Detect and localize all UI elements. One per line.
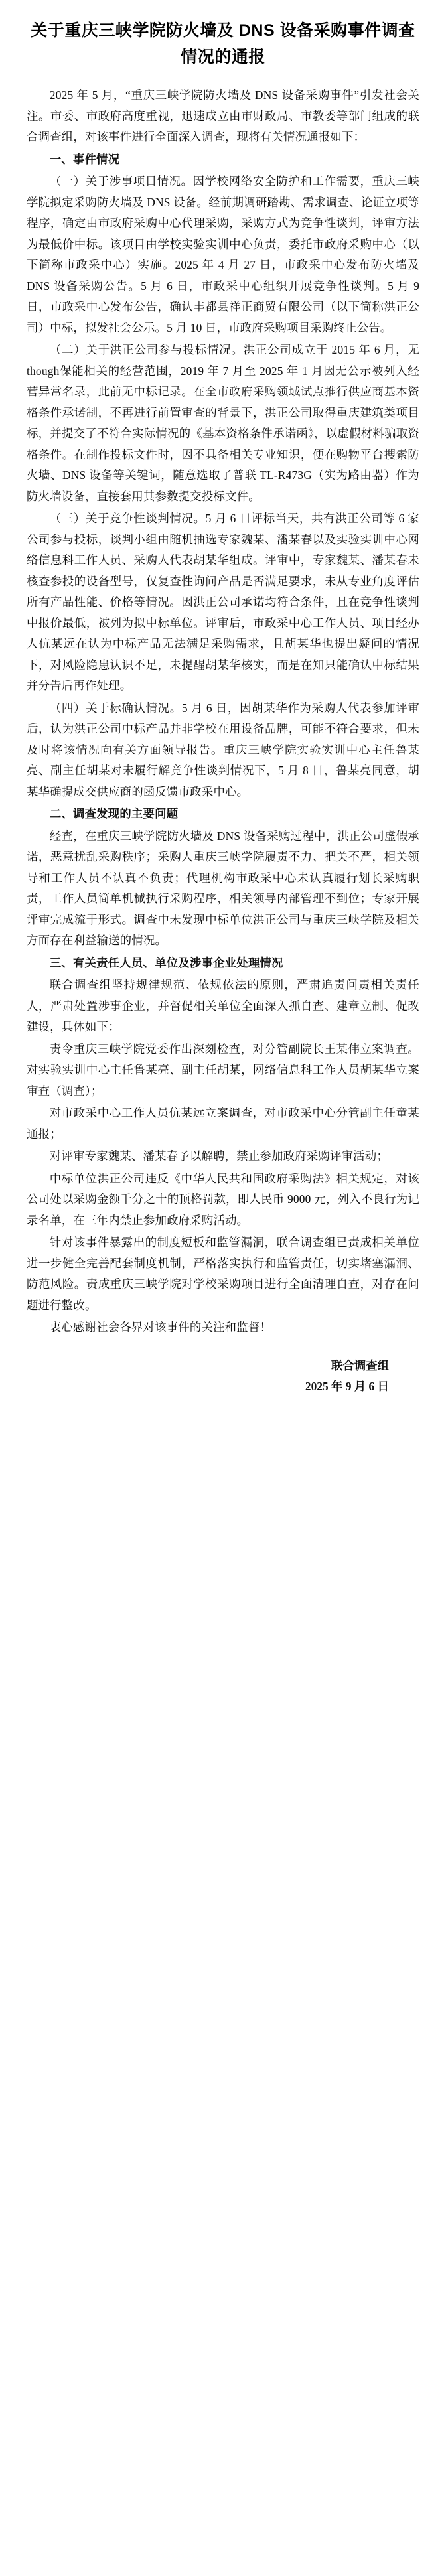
- paragraph-s1-p3: （三）关于竞争性谈判情况。5 月 6 日评标当天，共有洪正公司等 6 家公司参与投标，谈判小组由随机抽选专家魏某、潘某春以及实验实训中心网络信息科工作人员、采购人代表胡某华组成。评审中，专家魏某、潘某春未核查参投的设备型号，仅复查性询问产品是否满足要求，未从专业角度评估所有产品性能、价格等情况。因洪正公司承诺均符合条件，且在竞争性谈判中报价最低，被列为拟中标单位。评审后，市政采中心工作人员、项目经办人伉某远在认为中标产品无法满足采购需求，且胡某华也提出疑问的情况下，对风险隐患认识不足，未提醒胡某华核实，而是在知只能确认中标结果并分告后再作处理。: [27, 512, 419, 692]
- paragraph-s1-p2: （二）关于洪正公司参与投标情况。洪正公司成立于 2015 年 6 月，无though保能相关的经营范围，2019 年 7 月至 2025 年 1 月因无公示被列入经营异常名录，此前无中标记录。在全市政府采购领域试点推行供应商基本资格条件承诺制，不再进行前置审查的背景下，洪正公司取得重庆建筑类项目标，并提交了不符合实际情况的《基本资格条件承诺函》，以虚假材料骗取资格条件。在制作投标文件时，因不具备相关专业知识，便在购物平台搜索防火墙、DNS 设备等关键词，随意选取了普联 TL-R473G（实为路由器）作为防火墙设备，直接套用其参数提交投标文件。: [27, 343, 419, 503]
- paragraph-closing: 衷心感谢社会各界对该事件的关注和监督！: [49, 1321, 272, 1334]
- signature-organization: 联合调查组: [331, 1358, 389, 1372]
- paragraph-intro: 2025 年 5 月，“重庆三峡学院防火墙及 DNS 设备采购事件”引发社会关注。市委、市政府高度重视，迅速成立由市财政局、市教委等部门组成的联合调查组，对该事件进行全面深入调查，现将有关情况通报如下：: [27, 88, 419, 143]
- paragraph-s3-p5: 中标单位洪正公司违反《中华人民共和国政府采购法》相关规定，对该公司处以采购金额千分之十的顶格罚款，即人民币 9000 元，列入不良行为记录名单，在三年内禁止参加政府采购活动。: [27, 1171, 419, 1227]
- paragraph-s3-p2: 责令重庆三峡学院党委作出深刻检查，对分管副院长王某伟立案调查。对实验实训中心主任鲁某亮、副主任胡某，网络信息科工作人员胡某华立案审查（调查）；: [27, 1042, 419, 1098]
- paragraph-s3-p4: 对评审专家魏某、潘某春予以解聘，禁止参加政府采购评审活动；: [49, 1149, 388, 1163]
- paragraph-section-3-heading: 三、有关责任人员、单位及涉事企业处理情况: [49, 956, 283, 969]
- paragraph-s3-p3: 对市政采中心工作人员伉某远立案调查，对市政采中心分管副主任童某通报；: [27, 1106, 419, 1141]
- document-body: [27, 85, 419, 1338]
- paragraph-s2-p1: 经查，在重庆三峡学院防火墙及 DNS 设备采购过程中，洪正公司虚假承诺，恶意扰乱采购秩序；采购人重庆三峡学院履责不力、把关不严，相关领导和工作人员不认真不负责；代理机构市政采中心未认真履行划长采购职责，工作人员简单机械执行采购程序，相关领导内部管理不到位；专家开展评审完成流于形式。调查中未发现中标单位洪正公司与重庆三峡学院及相关方面存在利益输送的情况。: [27, 829, 419, 947]
- paragraph-s3-p1: 联合调查组坚持规律规范、依规依法的原则，严肃追责问责相关责任人，严肃处置涉事企业，并督促相关单位全面深入抓自查、建章立制、促改建设，具体如下：: [27, 978, 419, 1033]
- paragraph-s1-p1: （一）关于涉事项目情况。因学校网络安全防护和工作需要，重庆三峡学院拟定采购防火墙及 DNS 设备。经前期调研踏勘、需求调查、论证立项等程序，确定由市政府采购中心代理采购，采购方式为竞争性谈判，评审方法为最低价中标。该项目由学校实验实训中心负责，委托市政府采购中心（以下简称市政采中心）实施。2025 年 4 月 27 日，市政采中心发布防火墙及 DNS 设备采购公告。5 月 6 日，市政采中心组织开展竞争性谈判。5 月 9 日，市政采中心发布公告，确认丰都县祥正商贸有限公司（以下简称洪正公司）中标，拟发社会公示。5 月 10 日，市政府采购项目采购终止公告。: [27, 175, 419, 334]
- page-title: 关于重庆三峡学院防火墙及 DNS 设备采购事件调查情况的通报: [31, 21, 415, 66]
- paragraph-s3-p6: 针对该事件暴露出的制度短板和监管漏洞，联合调查组已责成相关单位进一步健全完善配套制度机制，严格落实执行和监管责任，切实堵塞漏洞、防范风险。责成重庆三峡学院对学校采购项目进行全面清理自查，对存在问题进行整改。: [27, 1236, 419, 1312]
- signature-block: [27, 1356, 419, 1397]
- paragraph-section-1-heading: 一、事件情况: [49, 152, 120, 166]
- paragraph-s1-p4: （四）关于标确认情况。5 月 6 日，因胡某华作为采购人代表参加评审后，认为洪正公司中标产品并非学校在用设备品牌，可能不符合要求，但未及时将该情况向有关方面领导报告。重庆三峡学院实验实训中心主任鲁某亮、副主任胡某对未履行解竞争性谈判情况下，5 月 8 日，鲁某亮同意，胡某华确提成交供应商的函反馈市政采中心。: [27, 701, 419, 798]
- paragraph-section-2-heading: 二、调查发现的主要问题: [49, 807, 179, 820]
- signature-date: 2025 年 9 月 6 日: [305, 1379, 389, 1393]
